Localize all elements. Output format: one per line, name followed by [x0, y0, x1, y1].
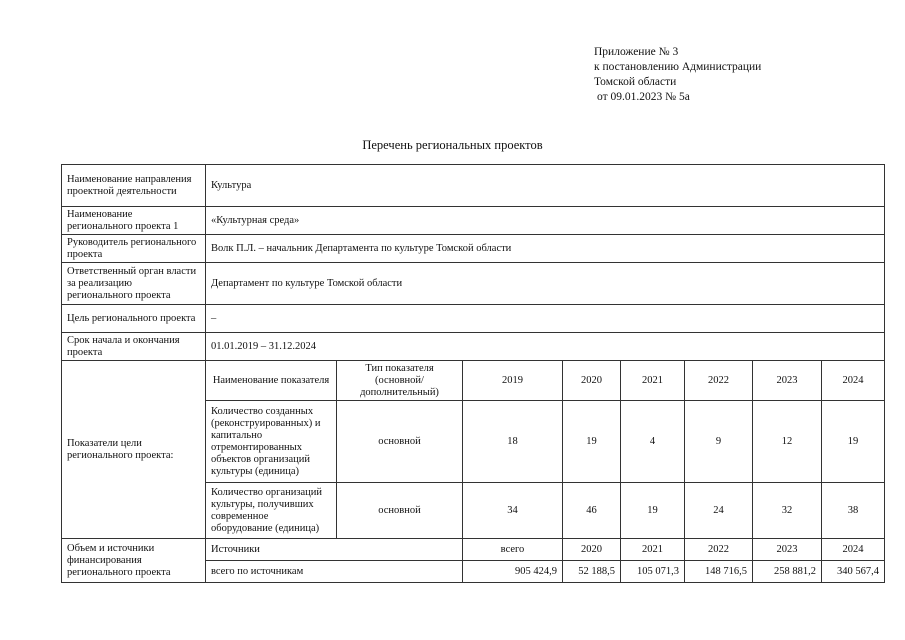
table-row [62, 165, 885, 207]
project-name-label: Наименование регионального проекта 1 [62, 207, 206, 235]
indicator-value: 19 [621, 483, 685, 539]
indicator-value: 19 [822, 401, 885, 483]
indicator-value: 34 [463, 483, 563, 539]
appendix-line-1: Приложение № 3 [594, 46, 679, 58]
indicators-label: Показатели цели регионального проекта: [62, 361, 206, 539]
term-value: 01.01.2019 – 31.12.2024 [206, 333, 885, 361]
financing-value: 148 716,5 [685, 561, 753, 583]
indicator-name: Количество созданных (реконструированных) и капитально отремонтированных объектов организаций культуры (единица) [206, 401, 337, 483]
indicator-value: 12 [753, 401, 822, 483]
financing-total-header: всего [463, 539, 563, 561]
financing-row-name: всего по источникам [206, 561, 463, 583]
year-header: 2021 [621, 361, 685, 401]
appendix-line-3: Томской области [594, 76, 677, 88]
document-title: Перечень региональных проектов [362, 138, 543, 152]
financing-header-row [62, 539, 885, 561]
term-label: Срок начала и окончания проекта [62, 333, 206, 361]
indicator-value: 18 [463, 401, 563, 483]
financing-value: 258 881,2 [753, 561, 822, 583]
table-row [62, 235, 885, 263]
year-header: 2020 [563, 361, 621, 401]
indicator-value: 24 [685, 483, 753, 539]
indicator-value: 38 [822, 483, 885, 539]
goal-label: Цель регионального проекта [62, 305, 206, 333]
year-header: 2023 [753, 539, 822, 561]
appendix-line-4: от 09.01.2023 № 5а [597, 91, 690, 103]
project-name-value: «Культурная среда» [206, 207, 885, 235]
indicator-value: 19 [563, 401, 621, 483]
indicator-type: основной [337, 401, 463, 483]
indicator-type: основной [337, 483, 463, 539]
year-header: 2023 [753, 361, 822, 401]
head-label: Руководитель регионального проекта [62, 235, 206, 263]
indicator-name: Количество организаций культуры, получивших современное оборудование (единица) [206, 483, 337, 539]
indicators-header-row [62, 361, 885, 401]
financing-sources-header: Источники [206, 539, 463, 561]
financing-value: 52 188,5 [563, 561, 621, 583]
indicator-value: 32 [753, 483, 822, 539]
year-header: 2024 [822, 361, 885, 401]
financing-value: 105 071,3 [621, 561, 685, 583]
year-header: 2022 [685, 361, 753, 401]
table-row [62, 207, 885, 235]
responsible-label: Ответственный орган власти за реализацию регионального проекта [62, 263, 206, 305]
year-header: 2022 [685, 539, 753, 561]
year-header: 2024 [822, 539, 885, 561]
direction-value: Культура [206, 165, 885, 207]
year-header: 2019 [463, 361, 563, 401]
financing-value: 340 567,4 [822, 561, 885, 583]
indicator-type-header: Тип показателя (основной/ дополнительный) [337, 361, 463, 401]
year-header: 2020 [563, 539, 621, 561]
appendix-line-2: к постановлению Администрации [594, 61, 762, 73]
goal-value: – [206, 305, 885, 333]
table-row [62, 305, 885, 333]
table-row [62, 263, 885, 305]
indicator-value: 4 [621, 401, 685, 483]
indicator-name-header: Наименование показателя [206, 361, 337, 401]
financing-label: Объем и источники финансирования регионального проекта [62, 539, 206, 583]
appendix-block [594, 45, 761, 105]
direction-label: Наименование направления проектной деятельности [62, 165, 206, 207]
table-row [62, 333, 885, 361]
financing-total: 905 424,9 [463, 561, 563, 583]
head-value: Волк П.Л. – начальник Департамента по культуре Томской области [206, 235, 885, 263]
responsible-value: Департамент по культуре Томской области [206, 263, 885, 305]
year-header: 2021 [621, 539, 685, 561]
projects-table [61, 164, 885, 583]
indicator-value: 46 [563, 483, 621, 539]
indicator-value: 9 [685, 401, 753, 483]
